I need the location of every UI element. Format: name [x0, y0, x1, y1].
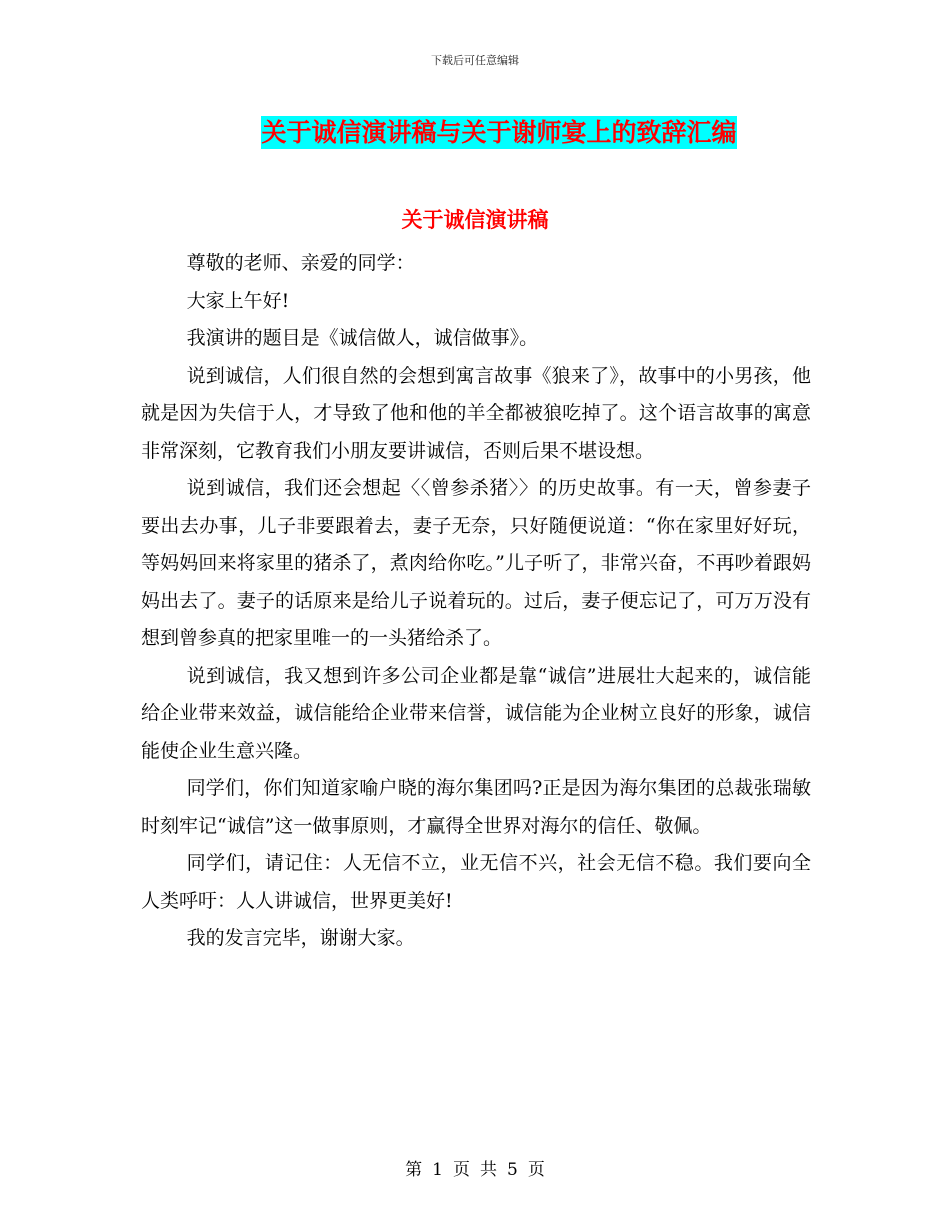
total-label: 共: [480, 1160, 497, 1180]
paragraph: 同学们，你们知道家喻户晓的海尔集团吗?正是因为海尔集团的总裁张瑞敏时刻牢记“诚信”这一做事原则，才赢得全世界对海尔的信任、敬佩。: [141, 777, 811, 837]
paragraph: 说到诚信，我们还会想起〈〈曾参杀猪〉〉的历史故事。有一天，曾参妻子要出去办事，儿子非要跟着去，妻子无奈，只好随便说道：“你在家里好好玩，等妈妈回来将家里的猪杀了，煮肉给你吃。”儿子听了，非常兴奋，不再吵着跟妈妈出去了。妻子的话原来是给儿子说着玩的。过后，妻子便忘记了，可万万没有想到曾参真的把家里唯一的一头猪给杀了。: [141, 477, 811, 649]
paragraph-salutation: 尊敬的老师、亲爱的同学：: [186, 252, 415, 274]
page-label: 第: [405, 1160, 423, 1180]
paragraph-topic: 我演讲的题目是《诚信做人，诚信做事》。: [186, 327, 539, 349]
paragraph: 说到诚信，人们很自然的会想到寓言故事《狼来了》，故事中的小男孩，他就是因为失信于人，才导致了他和他的羊全都被狼吃掉了。这个语言故事的寓意非常深刻，它教育我们小朋友要讲诚信，否则后果不堪设想。: [141, 364, 811, 462]
speech-body: [141, 245, 811, 958]
paragraph-closing: 我的发言完毕，谢谢大家。: [186, 927, 415, 949]
paragraph: 同学们，请记住：人无信不立，业无信不兴，社会无信不稳。我们要向全人类呼吁：人人讲诚信，世界更美好!: [141, 852, 811, 912]
document-title: [0, 113, 950, 149]
header-note: 下载后可任意编辑: [431, 54, 519, 67]
paragraph-greeting: 大家上午好!: [186, 289, 290, 312]
total-unit: 页: [527, 1160, 545, 1180]
page-unit: 页: [453, 1160, 470, 1180]
page-number: 1: [432, 1160, 443, 1180]
paragraph: 说到诚信，我又想到许多公司企业都是靠“诚信”进展壮大起来的，诚信能给企业带来效益，诚信能给企业带来信誉，诚信能为企业树立良好的形象，诚信能使企业生意兴隆。: [141, 664, 811, 762]
section-title: 关于诚信演讲稿: [401, 208, 549, 232]
document-title-text: 关于诚信演讲稿与关于谢师宴上的致辞汇编: [261, 118, 737, 147]
total-pages: 5: [507, 1160, 518, 1180]
page-footer: [0, 1155, 950, 1180]
